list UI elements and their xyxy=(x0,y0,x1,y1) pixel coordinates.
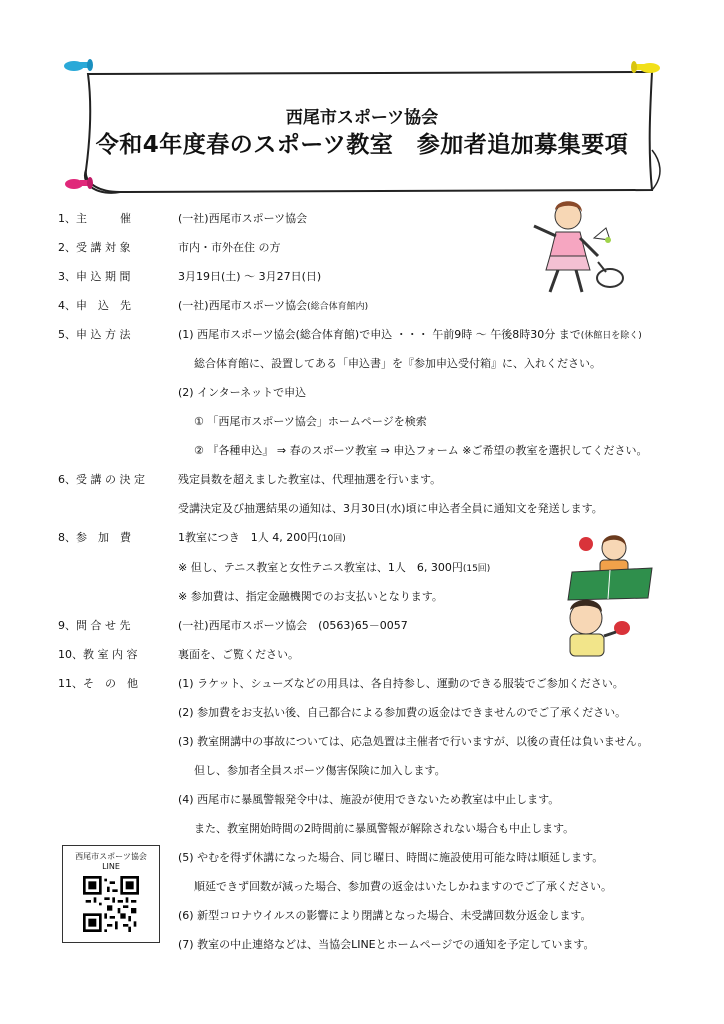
item-label: 5、申 込 方 法 xyxy=(58,328,131,341)
other-line-7: (5) やむを得ず休講になった場合、同じ曜日、時間に施設使用可能な時は順延します。 xyxy=(178,851,604,864)
method-line-2: 総合体育館に、設置してある「申込書」を『参加申込受付箱』に、入れください。 xyxy=(194,357,601,370)
method-line-5: ② 『各種申込』 ⇒ 春のスポーツ教室 ⇒ 申込フォーム ※ご希望の教室を選択してください。 xyxy=(194,444,648,457)
line-qr-box xyxy=(62,845,160,943)
other-line-9: (6) 新型コロナウイルスの影響により閉講となった場合、未受講回数分返金します。 xyxy=(178,909,592,922)
method-line-1: (1) 西尾市スポーツ協会(総合体育館)で申込 ・・・ 午前9時 ～ 午後8時30分 まで xyxy=(178,328,581,341)
pin-pink-icon xyxy=(65,177,93,189)
fee-line-3: ※ 参加費は、指定金融機関でのお支払いとなります。 xyxy=(178,590,443,603)
org-heading: 西尾市スポーツ協会 xyxy=(285,108,439,128)
item-label: 2、受 講 対 象 xyxy=(58,241,131,254)
item-label: 9、問 合 せ 先 xyxy=(58,619,131,632)
other-line-10: (7) 教室の中止連絡などは、当協会LINEとホームページでの通知を予定しています。 xyxy=(178,938,595,951)
other-line-2: (2) 参加費をお支払い後、自己都合による参加費の返金はできませんのでご了承ください。 xyxy=(178,706,627,719)
pin-blue-icon xyxy=(64,59,93,71)
qr-code-icon[interactable] xyxy=(83,876,139,932)
badminton-player-illustration xyxy=(520,196,640,306)
fee-line-1: 1教室につき 1人 4, 200円 xyxy=(178,531,319,544)
other-line-5: (4) 西尾市に暴風警報発令中は、施設が使用できないため教室は中止します。 xyxy=(178,793,560,806)
fee-line-2: ※ 但し、テニス教室と女性テニス教室は、1人 6, 300円 xyxy=(178,561,463,574)
item-value: 市内・市外在住 の方 xyxy=(178,241,281,254)
item-value: (一社)西尾市スポーツ協会 xyxy=(178,212,308,225)
method-line-3: (2) インターネットで申込 xyxy=(178,386,307,399)
method-line-4: ① 「西尾市スポーツ協会」ホームページを検索 xyxy=(194,415,427,428)
item-value: (一社)西尾市スポーツ協会 xyxy=(178,299,308,312)
qr-caption-line: LINE xyxy=(102,862,120,871)
decision-line-1: 残定員数を超えました教室は、代理抽選を行います。 xyxy=(178,473,442,486)
page-title: 令和4年度春のスポーツ教室 参加者追加募集要項 xyxy=(95,132,629,158)
item-label: 10、教 室 内 容 xyxy=(58,648,138,661)
fee-line-1-note: (10回) xyxy=(318,534,346,544)
item-label: 3、申 込 期 間 xyxy=(58,270,131,283)
pin-yellow-icon xyxy=(631,61,660,73)
item-note: (総合体育館内) xyxy=(307,302,369,312)
item-label: 1、主 催 xyxy=(58,212,131,225)
other-line-1: (1) ラケット、シューズなどの用具は、各自持参し、運動のできる服装でご参加ください。 xyxy=(178,677,624,690)
method-line-1-note: (休館日を除く) xyxy=(580,331,642,341)
item-value: (一社)西尾市スポーツ協会 (0563)65－0057 xyxy=(178,619,408,632)
other-line-3: (3) 教室開講中の事故については、応急処置は主催者で行いますが、以後の責任は負いません。 xyxy=(178,735,649,748)
title-banner xyxy=(0,0,724,200)
item-value: 裏面を、ご覧ください。 xyxy=(178,648,299,661)
item-label: 11、そ の 他 xyxy=(58,677,138,690)
other-line-8: 順延できず回数が減った場合、参加費の返金はいたしかねますのでご了承ください。 xyxy=(194,880,612,893)
item-value: 3月19日(土) ～ 3月27日(日) xyxy=(178,270,322,283)
item-label: 4、申 込 先 xyxy=(58,299,131,312)
decision-line-2: 受講決定及び抽選結果の通知は、3月30日(水)頃に申込者全員に通知文を発送します。 xyxy=(178,502,603,515)
item-label: 6、受 講 の 決 定 xyxy=(58,473,145,486)
table-tennis-illustration xyxy=(548,528,658,658)
item-label: 8、参 加 費 xyxy=(58,531,131,544)
other-line-4: 但し、参加者全員スポーツ傷害保険に加入します。 xyxy=(194,764,446,777)
qr-caption-org: 西尾市スポーツ協会 xyxy=(75,852,147,861)
other-line-6: また、教室開始時間の2時間前に暴風警報が解除されない場合も中止します。 xyxy=(194,822,575,835)
fee-line-2-note: (15回) xyxy=(462,564,491,574)
